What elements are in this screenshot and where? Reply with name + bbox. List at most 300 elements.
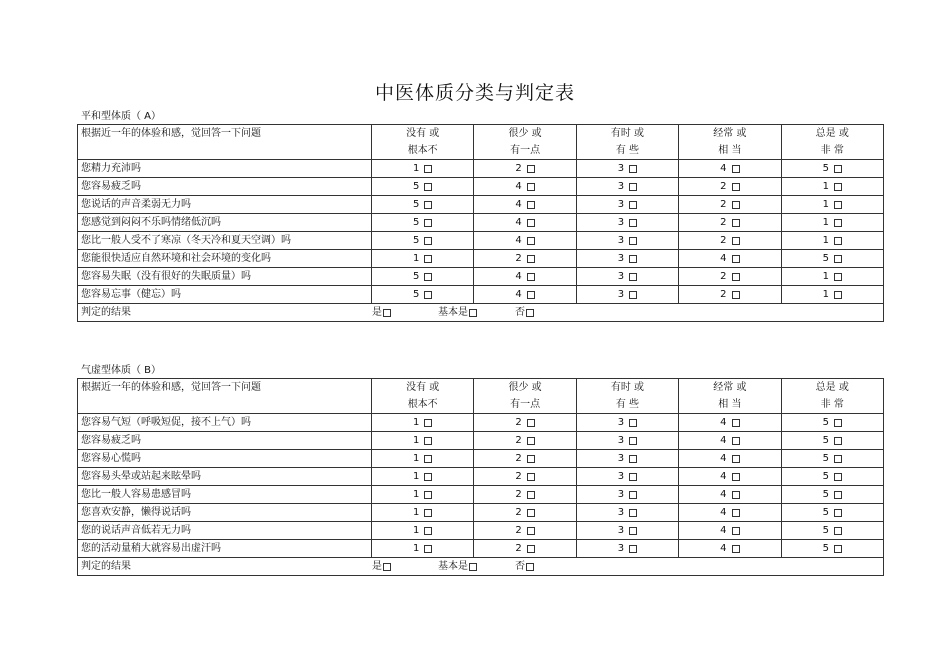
- header-question: 根据近一年的体验和感，觉回答一下问题: [78, 125, 372, 143]
- questionnaire-table: [77, 378, 884, 576]
- checkbox[interactable]: [732, 473, 740, 481]
- checkbox[interactable]: [834, 437, 842, 445]
- score-option[interactable]: [372, 540, 474, 558]
- table-row: [78, 450, 884, 468]
- checkbox[interactable]: [527, 291, 535, 299]
- score-option-wrap: [823, 250, 842, 267]
- checkbox[interactable]: [629, 291, 637, 299]
- score-option-wrap: [413, 250, 432, 267]
- result-no-label: 否: [515, 307, 525, 318]
- checkbox[interactable]: [527, 183, 535, 191]
- score-option[interactable]: [474, 232, 576, 250]
- checkbox[interactable]: [629, 255, 637, 263]
- checkbox[interactable]: [383, 563, 391, 571]
- score-option-wrap: [515, 432, 534, 449]
- score-option-wrap: [823, 178, 842, 195]
- table-row: [78, 196, 884, 214]
- checkbox[interactable]: [629, 455, 637, 463]
- score-value: 4: [720, 525, 727, 536]
- checkbox[interactable]: [629, 527, 637, 535]
- score-option[interactable]: [679, 160, 781, 178]
- score-option[interactable]: [474, 250, 576, 268]
- score-option[interactable]: [781, 522, 883, 540]
- score-option[interactable]: [474, 486, 576, 504]
- score-value: 4: [515, 271, 522, 282]
- score-option[interactable]: [781, 268, 883, 286]
- score-option[interactable]: [781, 504, 883, 522]
- score-option-wrap: [618, 540, 637, 557]
- score-option[interactable]: [781, 486, 883, 504]
- score-option-wrap: [413, 232, 432, 249]
- checkbox[interactable]: [629, 419, 637, 427]
- score-option[interactable]: [781, 286, 883, 304]
- score-option[interactable]: [679, 522, 781, 540]
- checkbox[interactable]: [629, 183, 637, 191]
- score-value: 5: [413, 235, 420, 246]
- checkbox[interactable]: [527, 509, 535, 517]
- score-option[interactable]: [576, 432, 678, 450]
- checkbox[interactable]: [732, 527, 740, 535]
- header-col-4: 经常 或: [679, 379, 781, 397]
- score-option[interactable]: [372, 504, 474, 522]
- question-text: 您容易头晕或站起来眩晕吗: [78, 468, 372, 486]
- score-option[interactable]: [372, 160, 474, 178]
- score-value: 5: [413, 199, 420, 210]
- score-option[interactable]: [679, 178, 781, 196]
- checkbox[interactable]: [834, 219, 842, 227]
- score-option[interactable]: [576, 232, 678, 250]
- score-option[interactable]: [474, 432, 576, 450]
- checkbox[interactable]: [732, 255, 740, 263]
- checkbox[interactable]: [424, 273, 432, 281]
- header-blank: [78, 396, 372, 414]
- section-qixu: [77, 364, 883, 576]
- score-option-wrap: [823, 522, 842, 539]
- checkbox[interactable]: [629, 201, 637, 209]
- checkbox[interactable]: [527, 273, 535, 281]
- score-option-wrap: [515, 522, 534, 539]
- checkbox[interactable]: [424, 419, 432, 427]
- checkbox[interactable]: [629, 165, 637, 173]
- header-col-3: 有时 或: [576, 379, 678, 397]
- score-option[interactable]: [372, 414, 474, 432]
- score-option[interactable]: [576, 196, 678, 214]
- checkbox[interactable]: [732, 237, 740, 245]
- header-col-2: 很少 或: [474, 379, 576, 397]
- question-text: 您容易气短（呼吸短促，接不上气）吗: [78, 414, 372, 432]
- question-text: 您感觉到闷闷不乐吗情绪低沉吗: [78, 214, 372, 232]
- score-option-wrap: [823, 432, 842, 449]
- score-value: 5: [413, 217, 420, 228]
- score-option-wrap: [618, 432, 637, 449]
- checkbox[interactable]: [834, 473, 842, 481]
- score-option[interactable]: [474, 504, 576, 522]
- result-yes-option[interactable]: [372, 558, 391, 575]
- score-option-wrap: [823, 486, 842, 503]
- score-value: 4: [720, 543, 727, 554]
- score-option[interactable]: [372, 450, 474, 468]
- header-col-1-line2: 根本不: [372, 142, 474, 160]
- checkbox[interactable]: [732, 165, 740, 173]
- score-option-wrap: [515, 414, 534, 431]
- checkbox[interactable]: [424, 455, 432, 463]
- checkbox[interactable]: [424, 165, 432, 173]
- table-row: [78, 214, 884, 232]
- score-option[interactable]: [372, 232, 474, 250]
- document-title: 中医体质分类与判定表: [374, 82, 575, 104]
- table-row: [78, 250, 884, 268]
- header-col-1: 没有 或: [372, 379, 474, 397]
- checkbox[interactable]: [424, 509, 432, 517]
- table-row: [78, 468, 884, 486]
- checkbox[interactable]: [834, 527, 842, 535]
- checkbox[interactable]: [834, 237, 842, 245]
- checkbox[interactable]: [527, 473, 535, 481]
- score-option[interactable]: [679, 504, 781, 522]
- score-option[interactable]: [781, 540, 883, 558]
- checkbox[interactable]: [732, 183, 740, 191]
- result-no-option[interactable]: [515, 558, 534, 575]
- result-label: 判定的结果: [81, 561, 131, 572]
- checkbox[interactable]: [732, 219, 740, 227]
- score-value: 5: [413, 289, 420, 300]
- header-col-1-line2: 根本不: [372, 396, 474, 414]
- result-basic-label: 基本是: [438, 561, 468, 572]
- score-value: 2: [515, 435, 522, 446]
- checkbox[interactable]: [834, 201, 842, 209]
- checkbox[interactable]: [834, 165, 842, 173]
- score-value: 3: [617, 453, 625, 464]
- checkbox[interactable]: [527, 437, 535, 445]
- score-option-wrap: [720, 486, 739, 503]
- header-blank: [78, 142, 372, 160]
- score-value: 4: [720, 507, 727, 518]
- checkbox[interactable]: [629, 437, 637, 445]
- score-option-wrap: [720, 232, 739, 249]
- checkbox[interactable]: [526, 309, 534, 317]
- score-value: 3: [617, 235, 625, 246]
- score-option[interactable]: [576, 486, 678, 504]
- score-option[interactable]: [781, 214, 883, 232]
- header-col-5: 总是 或: [781, 125, 883, 143]
- result-yes-label: 是: [372, 307, 382, 318]
- score-option[interactable]: [576, 522, 678, 540]
- score-value: 5: [822, 543, 829, 554]
- score-option[interactable]: [679, 268, 781, 286]
- score-value: 3: [617, 435, 625, 446]
- score-option[interactable]: [576, 414, 678, 432]
- checkbox[interactable]: [424, 255, 432, 263]
- score-option-wrap: [720, 540, 739, 557]
- checkbox[interactable]: [834, 291, 842, 299]
- score-option[interactable]: [576, 504, 678, 522]
- score-option[interactable]: [679, 540, 781, 558]
- checkbox[interactable]: [834, 509, 842, 517]
- checkbox[interactable]: [732, 491, 740, 499]
- header-col-2: 很少 或: [474, 125, 576, 143]
- score-option-wrap: [413, 286, 432, 303]
- score-option-wrap: [618, 268, 637, 285]
- score-value: 4: [720, 471, 727, 482]
- score-option[interactable]: [576, 178, 678, 196]
- checkbox[interactable]: [629, 473, 637, 481]
- checkbox[interactable]: [629, 491, 637, 499]
- score-option-wrap: [823, 268, 842, 285]
- score-value: 2: [515, 489, 522, 500]
- question-rows: [78, 414, 884, 558]
- score-option-wrap: [515, 268, 534, 285]
- checkbox[interactable]: [527, 219, 535, 227]
- score-option[interactable]: [576, 286, 678, 304]
- checkbox[interactable]: [424, 545, 432, 553]
- checkbox[interactable]: [834, 273, 842, 281]
- checkbox[interactable]: [469, 309, 477, 317]
- table-row: [78, 232, 884, 250]
- score-option[interactable]: [474, 160, 576, 178]
- result-yes-option[interactable]: [372, 304, 391, 321]
- score-value: 2: [720, 271, 727, 282]
- score-value: 1: [822, 181, 829, 192]
- score-option[interactable]: [781, 414, 883, 432]
- score-value: 4: [720, 417, 727, 428]
- score-option[interactable]: [679, 432, 781, 450]
- score-option-wrap: [618, 178, 637, 195]
- checkbox[interactable]: [629, 237, 637, 245]
- checkbox[interactable]: [527, 201, 535, 209]
- score-value: 1: [413, 543, 420, 554]
- table-row: [78, 268, 884, 286]
- score-option[interactable]: [679, 214, 781, 232]
- score-option-wrap: [823, 160, 842, 177]
- table-row: [78, 540, 884, 558]
- score-option[interactable]: [474, 540, 576, 558]
- score-option[interactable]: [781, 432, 883, 450]
- score-option[interactable]: [679, 450, 781, 468]
- question-text: 您的说话声音低若无力吗: [78, 522, 372, 540]
- score-value: 3: [617, 181, 625, 192]
- checkbox[interactable]: [424, 527, 432, 535]
- checkbox[interactable]: [732, 545, 740, 553]
- questionnaire-table: [77, 124, 884, 322]
- score-value: 3: [617, 163, 625, 174]
- result-basic-option[interactable]: [438, 304, 477, 321]
- checkbox[interactable]: [629, 509, 637, 517]
- score-option-wrap: [618, 414, 637, 431]
- checkbox[interactable]: [834, 419, 842, 427]
- score-option[interactable]: [372, 432, 474, 450]
- checkbox[interactable]: [383, 309, 391, 317]
- score-option-wrap: [720, 250, 739, 267]
- header-col-5-line2: 非 常: [781, 396, 883, 414]
- checkbox[interactable]: [834, 183, 842, 191]
- score-option-wrap: [618, 286, 637, 303]
- score-value: 2: [515, 471, 522, 482]
- checkbox[interactable]: [629, 545, 637, 553]
- score-option[interactable]: [781, 196, 883, 214]
- score-option-wrap: [413, 196, 432, 213]
- checkbox[interactable]: [732, 455, 740, 463]
- question-text: 您比一般人受不了寒凉（冬天冷和夏天空调）吗: [78, 232, 372, 250]
- score-value: 4: [515, 181, 522, 192]
- checkbox[interactable]: [527, 527, 535, 535]
- score-option[interactable]: [474, 522, 576, 540]
- score-option[interactable]: [474, 268, 576, 286]
- score-option[interactable]: [372, 250, 474, 268]
- table-row: [78, 286, 884, 304]
- score-value: 3: [617, 253, 625, 264]
- score-option[interactable]: [576, 268, 678, 286]
- table-row: [78, 522, 884, 540]
- score-value: 4: [720, 435, 727, 446]
- score-option[interactable]: [372, 522, 474, 540]
- score-value: 2: [720, 181, 727, 192]
- score-value: 2: [515, 163, 522, 174]
- checkbox[interactable]: [424, 219, 432, 227]
- checkbox[interactable]: [834, 491, 842, 499]
- score-option-wrap: [823, 232, 842, 249]
- score-option[interactable]: [781, 160, 883, 178]
- checkbox[interactable]: [732, 273, 740, 281]
- score-option[interactable]: [781, 232, 883, 250]
- score-option[interactable]: [679, 250, 781, 268]
- score-value: 1: [413, 163, 420, 174]
- checkbox[interactable]: [732, 509, 740, 517]
- score-value: 2: [515, 417, 522, 428]
- checkbox[interactable]: [526, 563, 534, 571]
- score-value: 2: [515, 543, 522, 554]
- score-option[interactable]: [372, 286, 474, 304]
- score-option[interactable]: [372, 468, 474, 486]
- score-option-wrap: [413, 214, 432, 231]
- score-option[interactable]: [576, 250, 678, 268]
- table-row: [78, 160, 884, 178]
- score-option[interactable]: [474, 286, 576, 304]
- score-option-wrap: [515, 232, 534, 249]
- score-option[interactable]: [372, 268, 474, 286]
- score-value: 5: [822, 435, 829, 446]
- score-value: 1: [413, 471, 420, 482]
- score-option[interactable]: [781, 178, 883, 196]
- checkbox[interactable]: [527, 545, 535, 553]
- checkbox[interactable]: [424, 237, 432, 245]
- score-option[interactable]: [372, 196, 474, 214]
- score-option[interactable]: [474, 178, 576, 196]
- score-option[interactable]: [474, 450, 576, 468]
- score-option-wrap: [515, 250, 534, 267]
- checkbox[interactable]: [424, 491, 432, 499]
- score-value: 1: [413, 525, 420, 536]
- header-col-4-line2: 相 当: [679, 396, 781, 414]
- score-value: 1: [822, 235, 829, 246]
- score-value: 4: [515, 235, 522, 246]
- checkbox[interactable]: [732, 419, 740, 427]
- checkbox[interactable]: [527, 491, 535, 499]
- score-value: 1: [413, 253, 420, 264]
- checkbox[interactable]: [629, 219, 637, 227]
- checkbox[interactable]: [732, 291, 740, 299]
- score-option-wrap: [413, 414, 432, 431]
- score-option[interactable]: [679, 286, 781, 304]
- score-option[interactable]: [781, 250, 883, 268]
- checkbox[interactable]: [527, 237, 535, 245]
- checkbox[interactable]: [527, 255, 535, 263]
- checkbox[interactable]: [834, 455, 842, 463]
- checkbox[interactable]: [424, 201, 432, 209]
- question-text: 您精力充沛吗: [78, 160, 372, 178]
- score-value: 1: [413, 435, 420, 446]
- question-text: 您容易疲乏吗: [78, 432, 372, 450]
- checkbox[interactable]: [629, 273, 637, 281]
- score-value: 1: [413, 417, 420, 428]
- score-option[interactable]: [781, 450, 883, 468]
- score-option[interactable]: [576, 160, 678, 178]
- score-option[interactable]: [474, 468, 576, 486]
- score-option[interactable]: [679, 414, 781, 432]
- score-option-wrap: [720, 214, 739, 231]
- score-option-wrap: [720, 450, 739, 467]
- score-option-wrap: [618, 486, 637, 503]
- score-option[interactable]: [372, 486, 474, 504]
- score-option[interactable]: [474, 414, 576, 432]
- result-no-option[interactable]: [515, 304, 534, 321]
- score-option-wrap: [823, 196, 842, 213]
- score-value: 5: [413, 271, 420, 282]
- score-option[interactable]: [679, 486, 781, 504]
- score-option[interactable]: [679, 468, 781, 486]
- score-option[interactable]: [474, 196, 576, 214]
- result-row: [78, 558, 884, 576]
- checkbox[interactable]: [527, 419, 535, 427]
- checkbox[interactable]: [424, 291, 432, 299]
- question-text: 您说话的声音柔弱无力吗: [78, 196, 372, 214]
- score-value: 4: [720, 489, 727, 500]
- checkbox[interactable]: [424, 473, 432, 481]
- checkbox[interactable]: [424, 437, 432, 445]
- score-option-wrap: [720, 160, 739, 177]
- score-option-wrap: [515, 504, 534, 521]
- checkbox[interactable]: [834, 545, 842, 553]
- checkbox[interactable]: [732, 437, 740, 445]
- score-value: 5: [413, 181, 420, 192]
- score-option[interactable]: [576, 450, 678, 468]
- score-option[interactable]: [576, 468, 678, 486]
- checkbox[interactable]: [527, 165, 535, 173]
- result-basic-option[interactable]: [438, 558, 477, 575]
- score-value: 3: [617, 289, 625, 300]
- score-value: 3: [617, 525, 625, 536]
- score-option[interactable]: [576, 540, 678, 558]
- score-option-wrap: [515, 468, 534, 485]
- checkbox[interactable]: [469, 563, 477, 571]
- checkbox[interactable]: [732, 201, 740, 209]
- score-option[interactable]: [372, 178, 474, 196]
- score-option[interactable]: [679, 196, 781, 214]
- table-row: [78, 178, 884, 196]
- score-option[interactable]: [576, 214, 678, 232]
- checkbox[interactable]: [424, 183, 432, 191]
- header-col-3: 有时 或: [576, 125, 678, 143]
- score-option[interactable]: [781, 468, 883, 486]
- score-option[interactable]: [474, 214, 576, 232]
- score-option-wrap: [823, 540, 842, 557]
- question-text: 您容易失眠（没有很好的失眠质量）吗: [78, 268, 372, 286]
- score-option[interactable]: [679, 232, 781, 250]
- checkbox[interactable]: [834, 255, 842, 263]
- score-option-wrap: [413, 450, 432, 467]
- score-option[interactable]: [372, 214, 474, 232]
- score-value: 2: [515, 507, 522, 518]
- checkbox[interactable]: [527, 455, 535, 463]
